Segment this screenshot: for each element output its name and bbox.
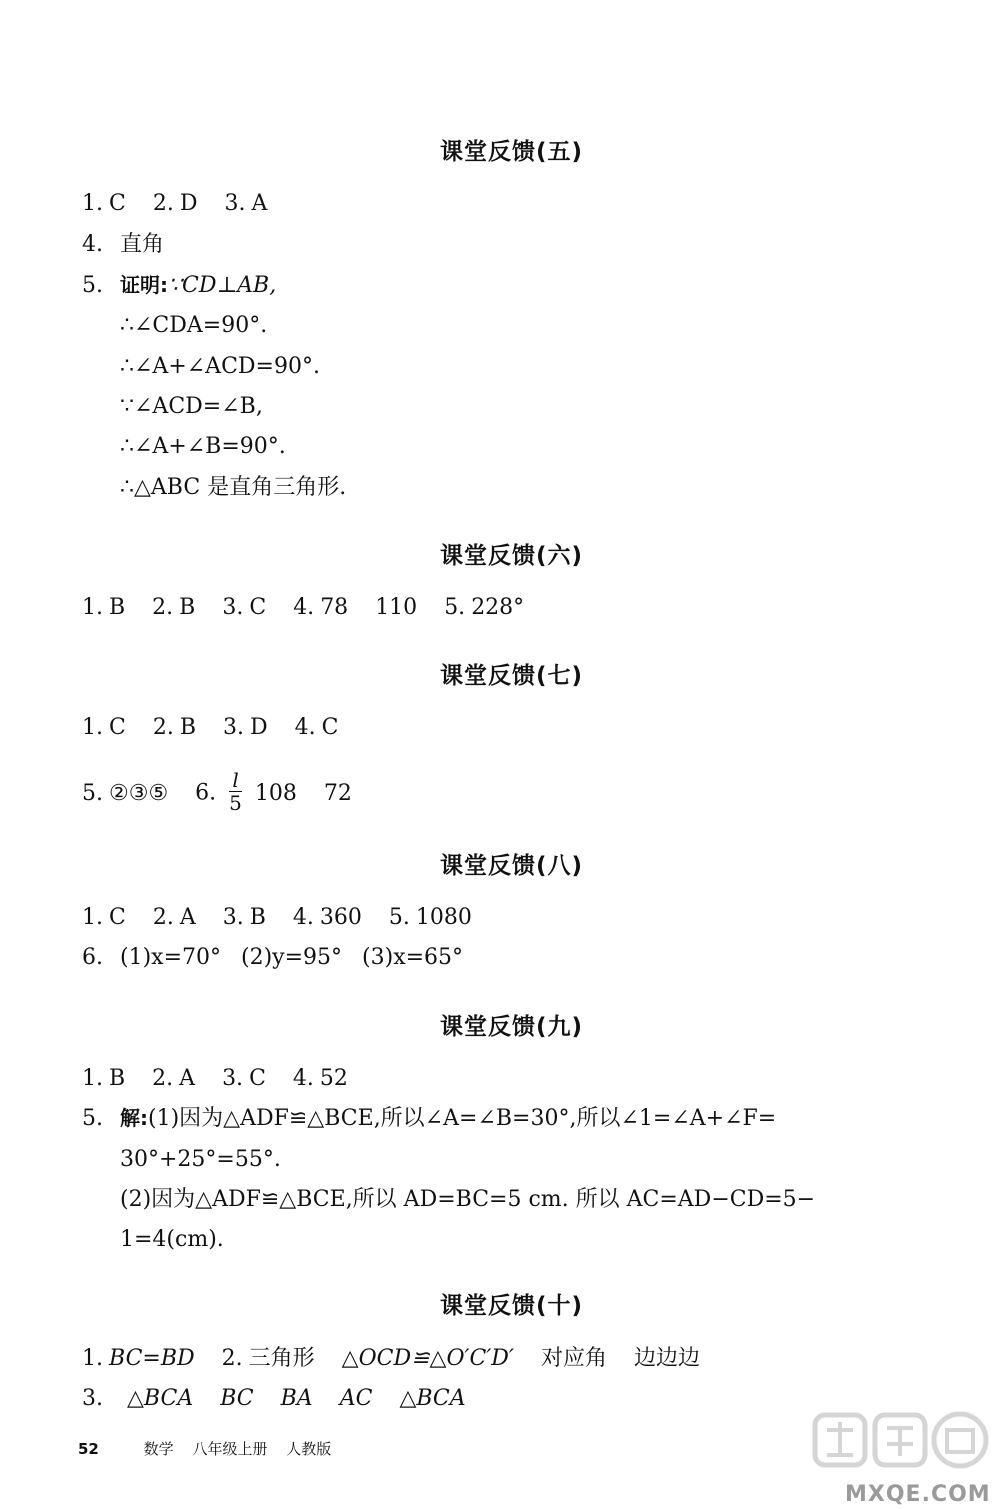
answer-line: 1. C 2. A 3. B 4. 360 5. 1080	[82, 905, 472, 930]
section-title-6: 课堂反馈(六)	[440, 543, 584, 569]
answer-line: 1. BC=BD 2. 三角形 △OCD≌△O′C′D′ 对应角 边边边	[82, 1346, 700, 1371]
section-title-10: 课堂反馈(十)	[440, 1293, 584, 1319]
footer-grade: 八年级上册	[192, 1440, 268, 1458]
solution-line: 1=4(cm).	[120, 1227, 224, 1252]
answer-line: 3. △BCA BC BA AC △BCA	[82, 1386, 466, 1411]
section-title-9: 课堂反馈(九)	[440, 1014, 584, 1040]
page-number: 52	[78, 1440, 99, 1458]
proof-line: ∴∠A+∠ACD=90°.	[120, 354, 320, 379]
solution-line: (2)因为△ADF≌△BCE,所以 AD=BC=5 cm. 所以 AC=AD−CD=5−	[120, 1187, 816, 1212]
proof-line: 5. 证明:∵CD⊥AB,	[82, 273, 277, 298]
answer-line: 5. ②③⑤ 6. $\frac{l}{5}$ 108 72	[82, 768, 352, 815]
answer-line: 4. 直角	[82, 232, 165, 257]
watermark-text: MXQE.COM	[845, 1482, 991, 1507]
page-footer	[78, 1438, 345, 1459]
solution-line: 30°+25°=55°.	[120, 1147, 281, 1172]
answer-line: 1. B 2. B 3. C 4. 78 110 5. 228°	[82, 595, 525, 620]
proof-line: ∵∠ACD=∠B,	[120, 394, 263, 419]
footer-edition: 人教版	[286, 1440, 332, 1458]
answer-line: 1. C 2. D 3. A	[82, 191, 268, 216]
section-title-7: 课堂反馈(七)	[440, 663, 584, 689]
fraction: $\frac{l}{5}$	[229, 768, 242, 815]
answer-line: 1. C 2. B 3. D 4. C	[82, 715, 339, 740]
answer-line: 6. (1)x=70° (2)y=95° (3)x=65°	[82, 945, 464, 970]
section-title-8: 课堂反馈(八)	[440, 853, 584, 879]
solution-line: 5. 解:(1)因为△ADF≌△BCE,所以∠A=∠B=30°,所以∠1=∠A+∠F=	[82, 1106, 777, 1131]
section-title-5: 课堂反馈(五)	[440, 139, 584, 165]
proof-line: ∴∠CDA=90°.	[120, 313, 268, 338]
footer-subject: 数学	[143, 1440, 174, 1458]
proof-line: ∴△ABC 是直角三角形.	[120, 475, 347, 500]
answer-line: 1. B 2. A 3. C 4. 52	[82, 1066, 348, 1091]
proof-line: ∴∠A+∠B=90°.	[120, 434, 286, 459]
